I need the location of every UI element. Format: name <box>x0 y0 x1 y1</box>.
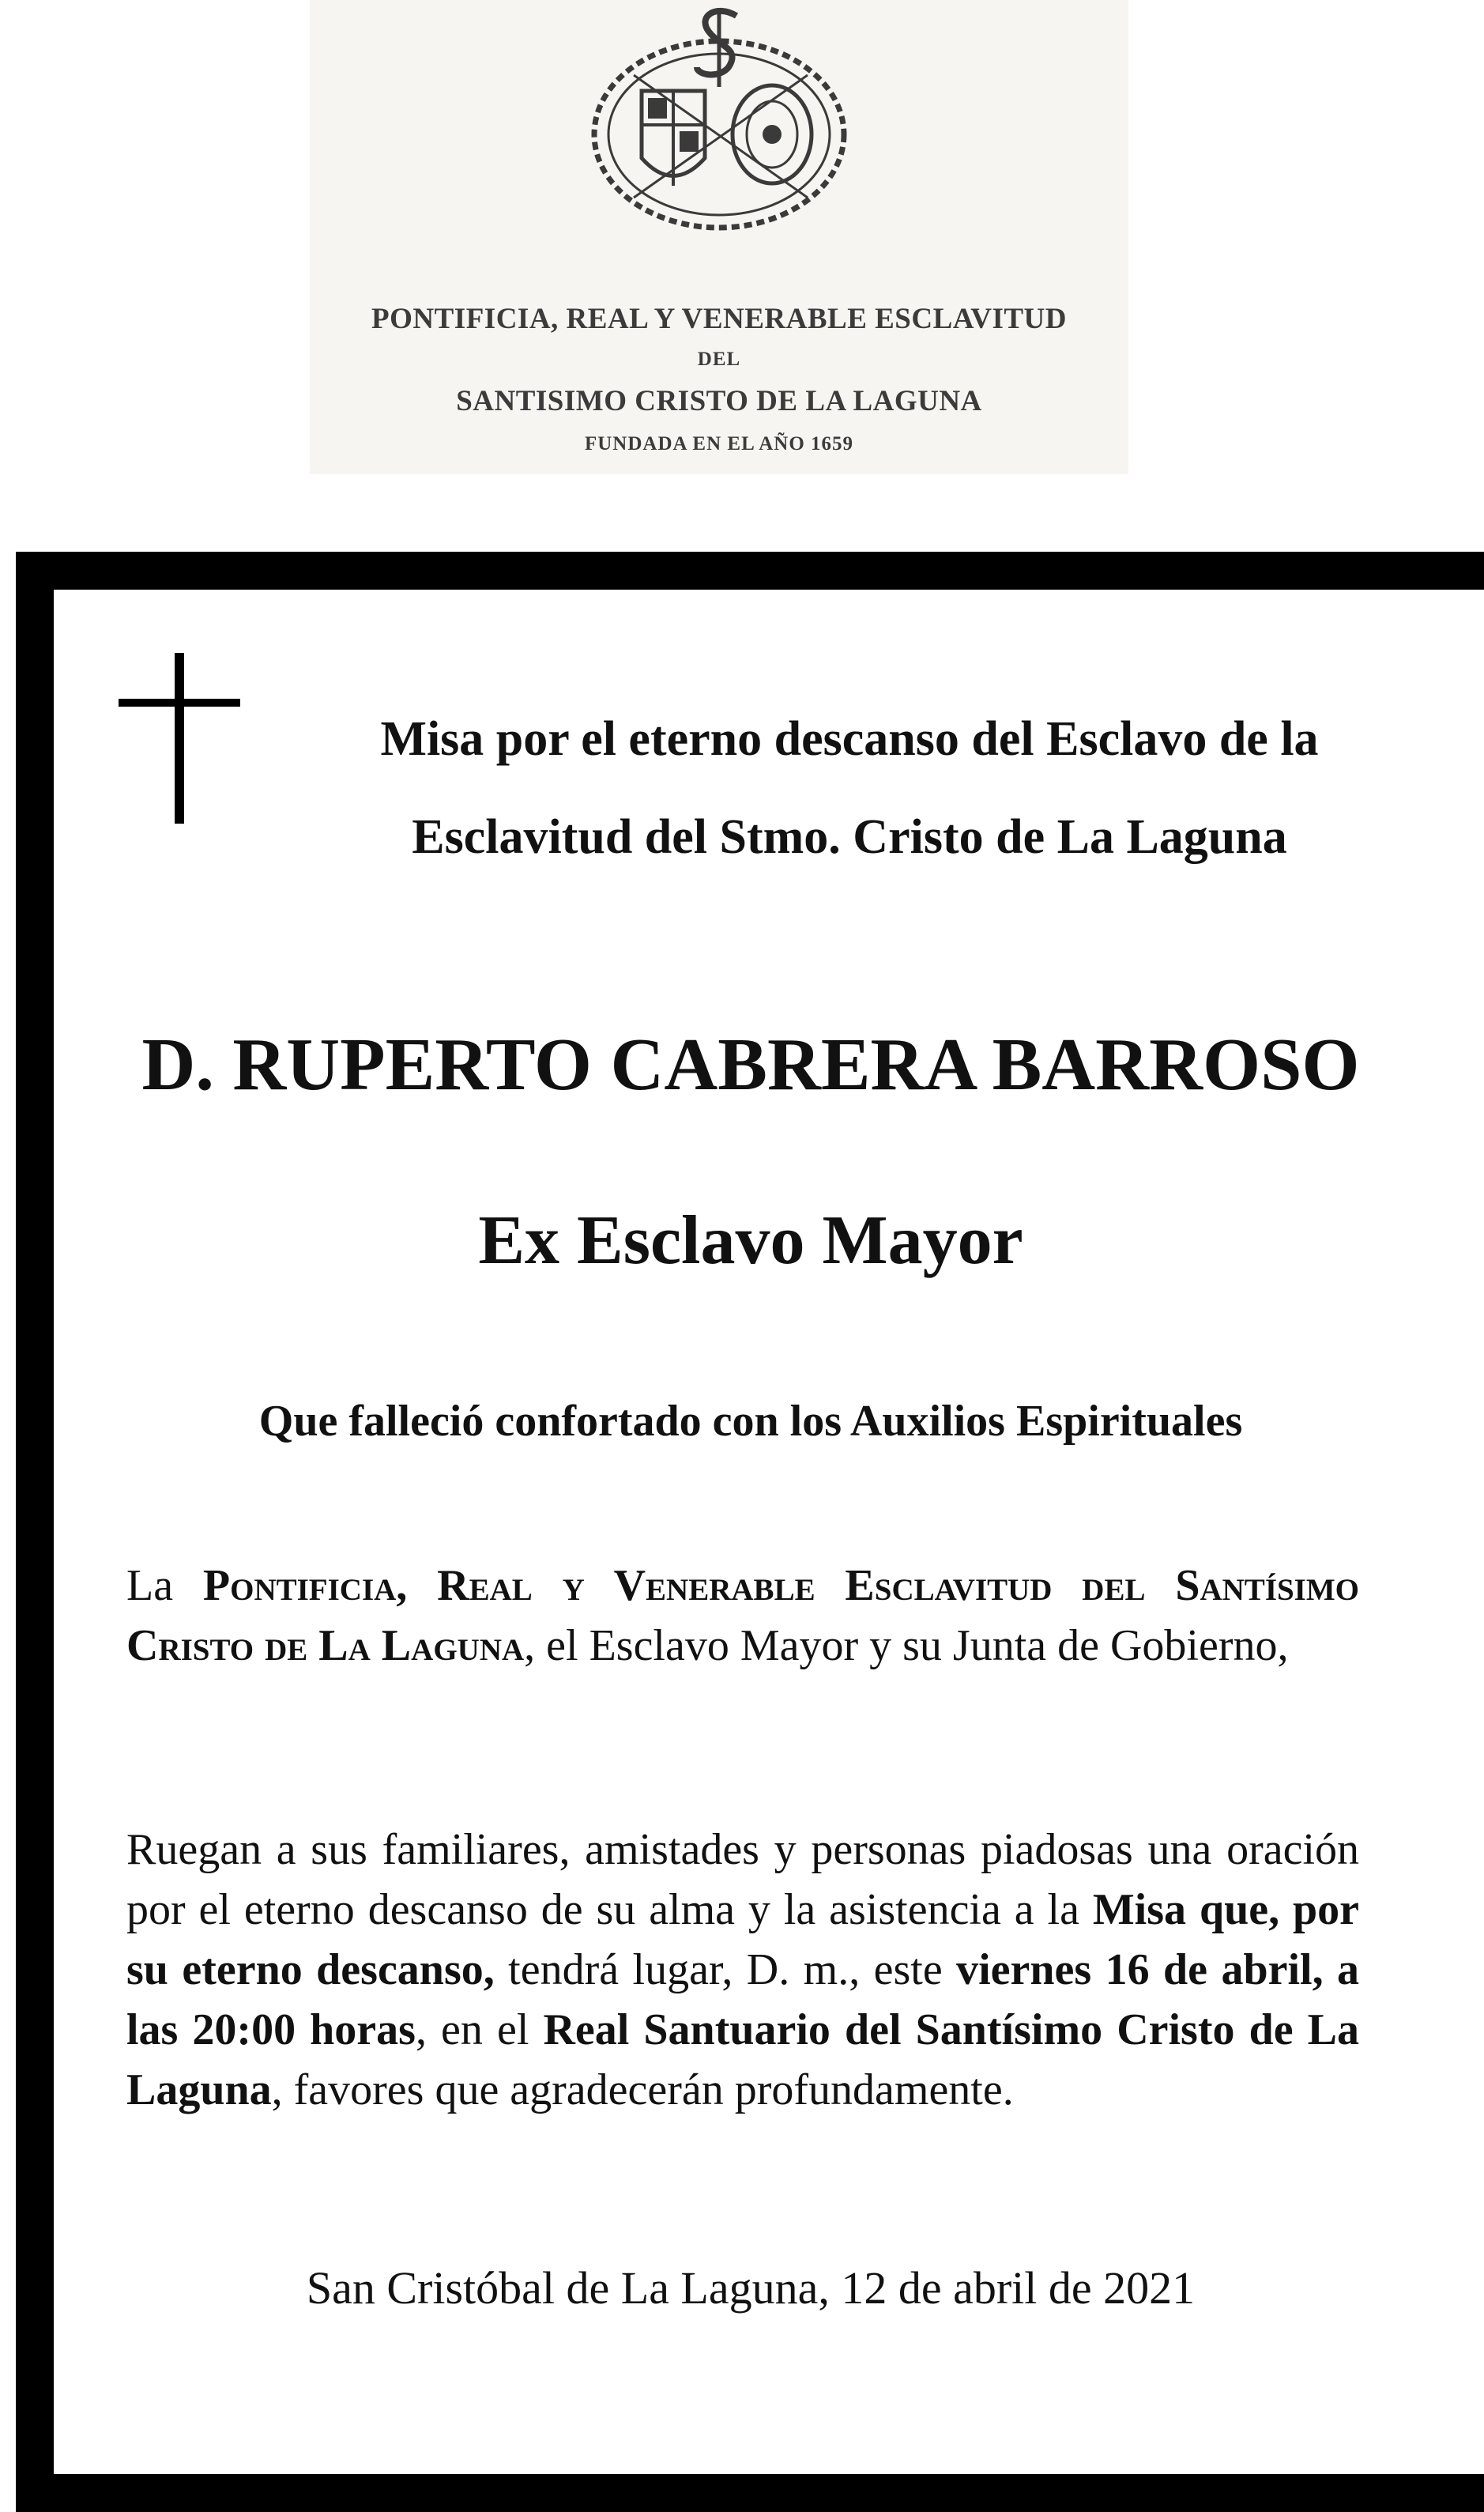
header-letterhead <box>310 0 1128 474</box>
para2-part2: tendrá lugar, D. m., este <box>508 1945 943 1994</box>
death-statement: Que falleció confortado con los Auxilios Espirituales <box>258 1397 1243 1446</box>
org-name-line1: PONTIFICIA, REAL Y VENERABLE ESCLAVITUD <box>371 303 1067 335</box>
para2-part4: , favores que agradecerán profundamente. <box>271 2065 1014 2114</box>
intro-line-1: Misa por el eterno descanso del Esclavo de la <box>380 712 1319 766</box>
request-paragraph <box>126 1820 1359 2120</box>
coat-of-arms-icon <box>578 0 860 237</box>
announcement-paragraph <box>126 1556 1359 1676</box>
para2-part1: Ruegan a sus familiares, amistades y personas piadosas una oración por el eterno descanso de su alma y la asistencia a la <box>126 1825 1359 1934</box>
deceased-name: D. RUPERTO CABRERA BARROSO <box>141 1024 1360 1106</box>
para2-part3: , en el <box>415 2005 529 2054</box>
org-full-name: Pontificia, Real y Venerable Esclavitud del Santísimo Cristo de La Laguna <box>126 1561 1360 1670</box>
para1-prefix: La <box>126 1561 174 1610</box>
org-name-line2: DEL <box>697 349 741 370</box>
latin-cross-icon <box>119 653 240 824</box>
mass-location: Real Santuario del Santísimo Cristo de La Laguna <box>126 2005 1359 2114</box>
para1-suffix: , el Esclavo Mayor y su Junta de Gobierno, <box>524 1621 1289 1670</box>
org-name-line3: SANTISIMO CRISTO DE LA LAGUNA <box>456 385 982 417</box>
mass-phrase: Misa que, por su eterno descanso, <box>126 1885 1359 1994</box>
intro-line-2: Esclavitud del Stmo. Cristo de La Laguna <box>412 810 1287 864</box>
org-founding-line: FUNDADA EN EL AÑO 1659 <box>584 433 854 454</box>
mass-date-time: viernes 16 de abril, a las 20:00 horas <box>126 1945 1360 2054</box>
place-and-date: San Cristóbal de La Laguna, 12 de abril de 2021 <box>306 2262 1196 2314</box>
deceased-title: Ex Esclavo Mayor <box>478 1202 1023 1279</box>
